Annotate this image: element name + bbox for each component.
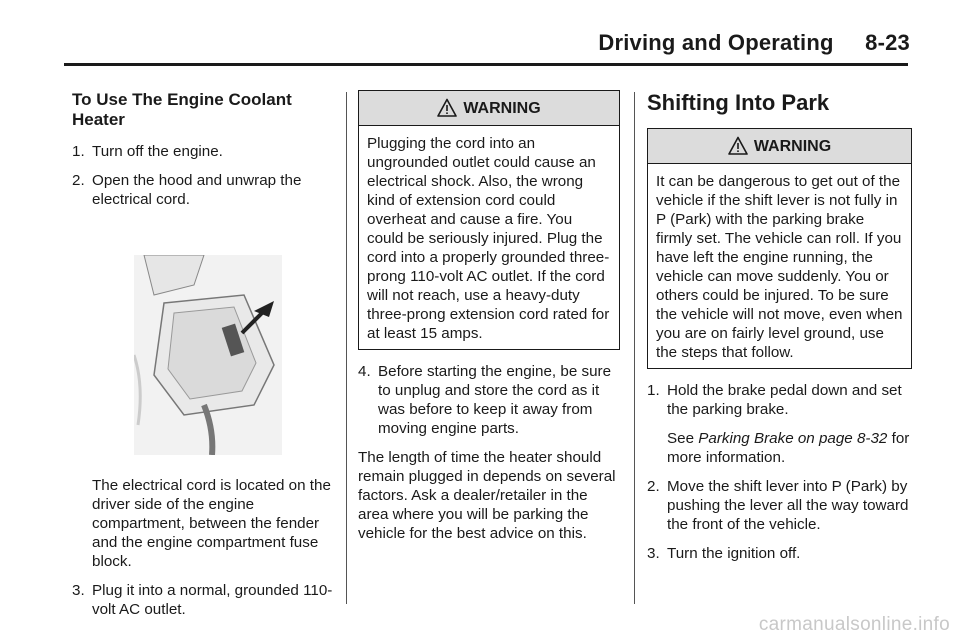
column-middle [358, 90, 620, 553]
step-number: 4. [358, 363, 371, 380]
warning-body: It can be dangerous to get out of the vehicle if the shift lever is not fully in P (Park) with the parking brake firmly set. The vehicle can roll. If you have left the engine running, the vehicle can move suddenly. You or others could be injured. To be sure the vehicle will not move, even when you are on fairly level ground, use the steps that follow. [656, 173, 903, 361]
column-divider [634, 92, 635, 604]
cross-reference-prefix: See [667, 430, 699, 447]
step-number: 1. [647, 382, 660, 399]
step-number: 3. [647, 545, 660, 562]
column-divider [346, 92, 347, 604]
step-item [647, 544, 912, 563]
step-item [72, 581, 334, 619]
step-text: Turn off the engine. [92, 143, 223, 160]
page-title: Driving and Operating 8-23 [598, 30, 910, 55]
column-right [647, 90, 912, 573]
step-item [72, 171, 334, 209]
column-left [72, 90, 334, 629]
warning-icon [437, 98, 457, 118]
cross-reference [667, 429, 912, 467]
step-item [647, 477, 912, 534]
cross-reference-link[interactable]: Parking Brake on page 8-32 [698, 430, 888, 447]
watermark: carmanualsonline.info [758, 614, 950, 635]
warning-title: WARNING [753, 137, 832, 155]
step-text: Plug it into a normal, grounded 110-volt AC outlet. [92, 582, 333, 618]
header-rule [64, 63, 908, 66]
step-item [358, 362, 620, 438]
step-number: 2. [647, 478, 660, 495]
warning-box [358, 90, 620, 350]
page-header [0, 0, 960, 70]
subsection-heading: To Use The Engine Coolant Heater [72, 90, 292, 129]
figure-caption: The electrical cord is located on the driver side of the engine compartment, between the fender and the engine compartment fuse block. [92, 477, 331, 570]
step-item [647, 381, 912, 419]
step-number: 2. [72, 172, 85, 189]
step-text: Move the shift lever into P (Park) by pushing the lever all the way toward the front of the vehicle. [667, 478, 909, 533]
warning-header [359, 91, 619, 126]
cross-reference-suffix: for more information. [667, 430, 910, 466]
step-item [72, 142, 334, 161]
section-heading: Shifting Into Park [647, 90, 830, 115]
warning-icon [728, 136, 748, 156]
step-text: Open the hood and unwrap the electrical cord. [92, 172, 302, 208]
body-paragraph: The length of time the heater should remain plugged in depends on several factors. Ask a dealer/retailer in the area where you will be parking the vehicle for the best advice on this. [358, 449, 616, 542]
step-text: Hold the brake pedal down and set the parking brake. [667, 382, 902, 418]
warning-header [648, 129, 911, 164]
step-number: 3. [72, 582, 85, 599]
step-text: Turn the ignition off. [667, 545, 801, 562]
engine-heater-cord-illustration [134, 255, 282, 455]
step-text: Before starting the engine, be sure to unplug and store the cord as it was before to keep it away from moving engine parts. [378, 363, 612, 437]
warning-box [647, 128, 912, 369]
warning-body: Plugging the cord into an ungrounded outlet could cause an electrical shock. Also, the wrong kind of extension cord could overheat and cause a fire. You could be seriously injured. Plug the cord into a properly grounded three-prong 110-volt AC outlet. If the cord will not reach, use a heavy-duty three-prong extension cord rated for at least 15 amps. [367, 135, 610, 342]
warning-title: WARNING [463, 99, 541, 117]
step-number: 1. [72, 143, 85, 160]
